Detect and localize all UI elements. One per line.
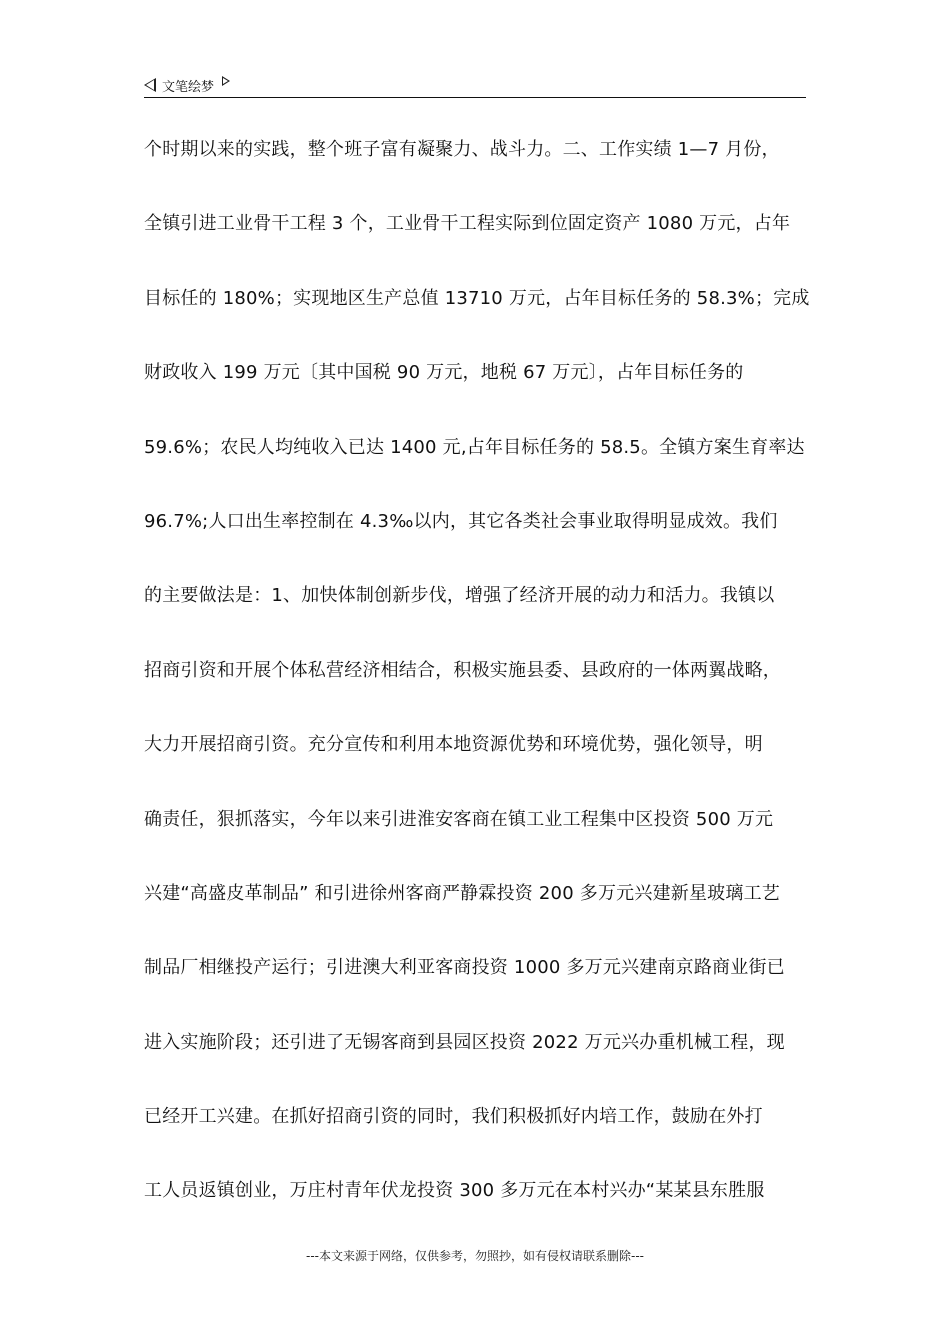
body-line: 个时期以来的实践，整个班子富有凝聚力、战斗力。二、工作实绩 1—7 月份，	[144, 139, 780, 160]
body-line: 工人员返镇创业，万庄村青年伏龙投资 300 多万元在本村兴办“某某县东胜服	[144, 1180, 765, 1202]
body-line: 进入实施阶段；还引进了无锡客商到县园区投资 2022 万元兴办重机械工程，现	[144, 1031, 785, 1053]
body-line: 已经开工兴建。在抓好招商引资的同时，我们积极抓好内培工作，鼓励在外打	[144, 1106, 763, 1128]
body-line: 大力开展招商引资。充分宣传和利用本地资源优势和环境优势，强化领导，明	[144, 734, 763, 756]
body-line: 财政收入 199 万元〔其中国税 90 万元，地税 67 万元〕，占年目标任务的	[144, 362, 744, 384]
left-triangle-icon	[144, 78, 156, 92]
body-line: 制品厂相继投产运行；引进澳大利亚客商投资 1000 多万元兴建南京路商业街已	[144, 957, 785, 979]
body-line: 的主要做法是：1、加快体制创新步伐，增强了经济开展的动力和活力。我镇以	[144, 585, 775, 607]
document-body	[144, 130, 814, 1246]
page-header	[144, 74, 806, 96]
body-line: 招商引资和开展个体私营经济相结合，积极实施县委、县政府的一体两翼战略，	[144, 659, 781, 681]
header-title: 文笔绘梦	[162, 79, 215, 95]
body-line: 全镇引进工业骨干工程 3 个，工业骨干工程实际到位固定资产 1080 万元，占年	[144, 213, 791, 235]
body-line: 59.6%；农民人均纯收入已达 1400 元,占年目标任务的 58.5。全镇方案生育率达	[144, 436, 805, 458]
right-triangle-icon	[222, 76, 230, 86]
body-line: 兴建“高盛皮革制品” 和引进徐州客商严静霖投资 200 多万元兴建新星玻璃工艺	[144, 882, 780, 904]
body-line: 确责任，狠抓落实，今年以来引进淮安客商在镇工业工程集中区投资 500 万元	[144, 808, 774, 830]
body-line: 目标任的 180%；实现地区生产总值 13710 万元，占年目标任务的 58.3%；完成	[144, 287, 810, 309]
body-line: 96.7%;人口出生率控制在 4.3‰以内，其它各类社会事业取得明显成效。我们	[144, 510, 778, 532]
footer-notice: ---本文来源于网络，仅供参考，勿照抄，如有侵权请联系删除---	[306, 1249, 644, 1263]
header-divider	[144, 97, 806, 98]
